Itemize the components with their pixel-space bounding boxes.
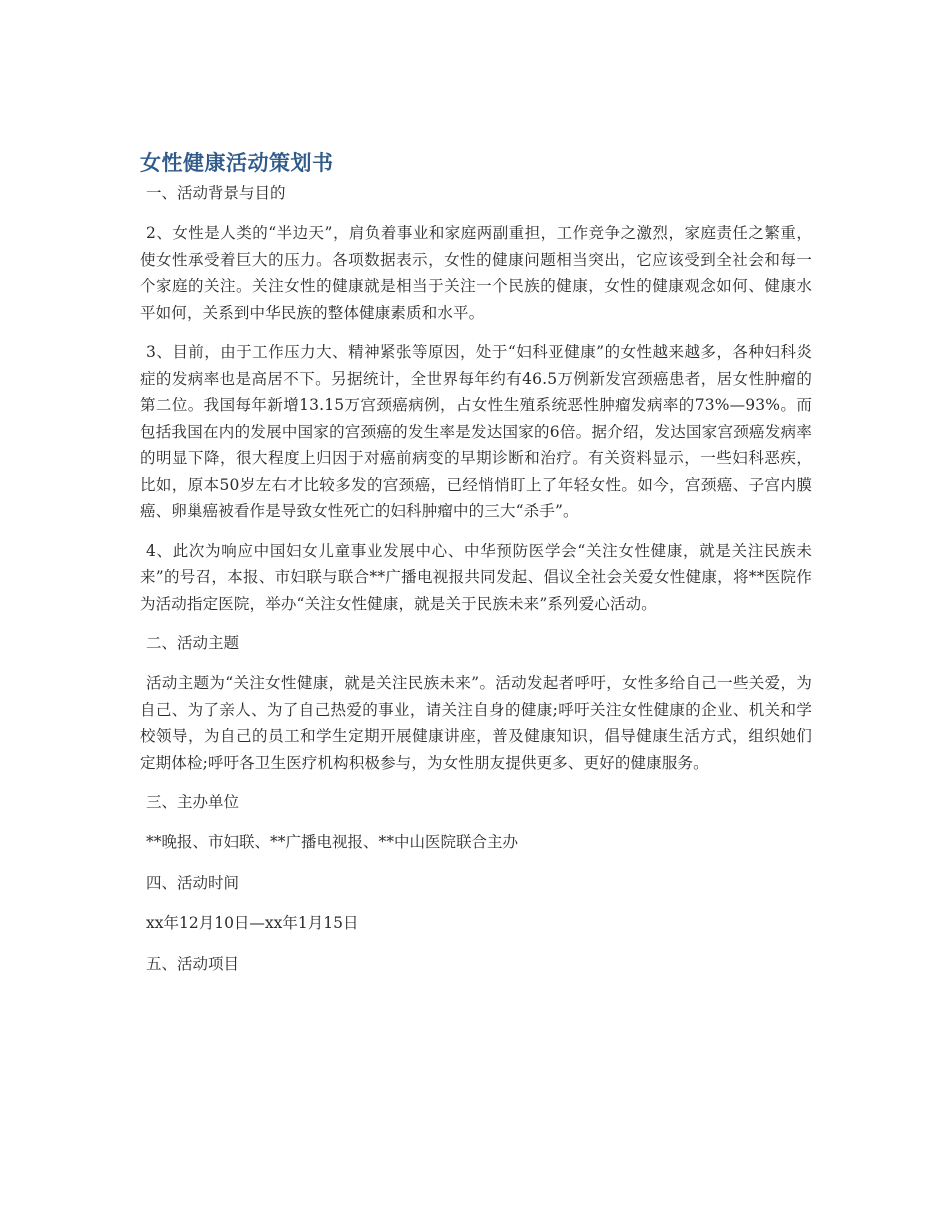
paragraph-3: 3、目前，由于工作压力大、精神紧张等原因，处于“妇科亚健康”的女性越来越多，各种妇科炎症的发病率也是高居不下。另据统计，全世界每年约有46.5万例新发宫颈癌患者，居女性肿瘤的第二位。我国每年新增13.15万宫颈癌病例，占女性生殖系统恶性肿瘤发病率的73%—93%。而包括我国在内的发展中国家的宫颈癌的发生率是发达国家的6倍。据介绍，发达国家宫颈癌发病率的明显下降，很大程度上归因于对癌前病变的早期诊断和治疗。有关资料显示，一些妇科恶疾，比如，原本50岁左右才比较多发的宫颈癌，已经悄悄盯上了年轻女性。如今，宫颈癌、子宫内膜癌、卵巢癌被看作是导致女性死亡的妇科肿瘤中的三大“杀手”。 (140, 343, 812, 520)
section-heading-time: 四、活动时间 (146, 874, 240, 892)
document-title: 女性健康活动策划书 (140, 151, 334, 175)
paragraph-4: 4、此次为响应中国妇女儿童事业发展中心、中华预防医学会“关注女性健康，就是关注民族未来”的号召，本报、市妇联与联合**广播电视报共同发起、倡议全社会关爱女性健康，将**医院作为活动指定医院，举办“关注女性健康，就是关于民族未来”系列爱心活动。 (140, 541, 812, 613)
document-page (140, 148, 812, 991)
section-heading-background: 一、活动背景与目的 (146, 184, 286, 202)
section-heading-theme: 二、活动主题 (146, 634, 240, 652)
organizers-text: **晚报、市妇联、**广播电视报、**中山医院联合主办 (146, 833, 519, 851)
paragraph-theme: 活动主题为“关注女性健康，就是关注民族未来”。活动发起者呼吁，女性多给自己一些关爱，为自己、为了亲人、为了自己热爱的事业，请关注自身的健康;呼吁关注女性健康的企业、机关和学校领导，为自己的员工和学生定期开展健康讲座，普及健康知识，倡导健康生活方式，组织她们定期体检;呼吁各卫生医疗机构积极参与，为女性朋友提供更多、更好的健康服务。 (140, 674, 812, 772)
paragraph-2: 2、女性是人类的“半边天”，肩负着事业和家庭两副重担，工作竞争之激烈，家庭责任之繁重，使女性承受着巨大的压力。各项数据表示，女性的健康问题相当突出，它应该受到全社会和每一个家庭的关注。关注女性的健康就是相当于关注一个民族的健康，女性的健康观念如何、健康水平如何，关系到中华民族的整体健康素质和水平。 (140, 224, 812, 322)
section-heading-items: 五、活动项目 (146, 955, 240, 973)
time-text: xx年12月10日—xx年1月15日 (146, 914, 359, 932)
section-heading-organizers: 三、主办单位 (146, 793, 240, 811)
